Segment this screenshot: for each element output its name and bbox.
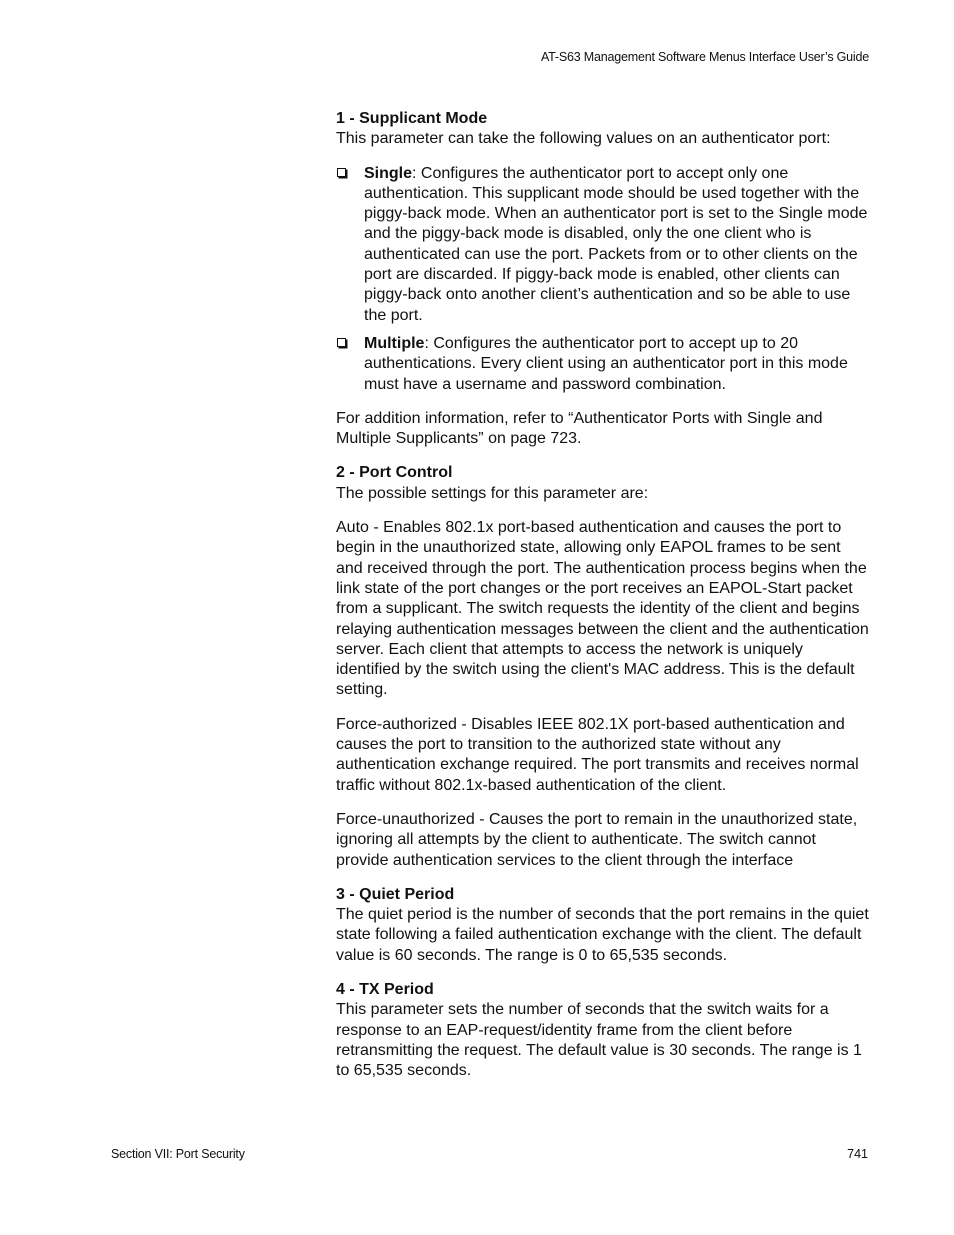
section-intro: The possible settings for this parameter are:	[336, 484, 649, 502]
section-tx-period	[336, 980, 871, 1081]
checkbox-bullet-icon	[337, 168, 346, 177]
bullet-text: : Configures the authenticator port to accept only one authentication. This supplicant mode should be used together with the piggy-back mode. When an authenticator port is set to the Single mode and the piggy-back mode is disabled, only the one client who is authenticated can use the port. Packets from or to other clients on the port are discarded. If piggy-back mode is enabled, other clients can piggy-back onto another client’s authentication and so be able to use the port.	[364, 164, 868, 324]
section-intro: This parameter can take the following values on an authenticator port:	[336, 130, 831, 148]
checkbox-bullet-icon	[337, 338, 346, 347]
page-body	[336, 109, 871, 1095]
bullet-term: Single	[364, 164, 413, 182]
section-port-control	[336, 463, 871, 504]
footer-section-label: Section VII: Port Security	[111, 1147, 245, 1161]
paragraph-force-unauthorized: Force-unauthorized - Causes the port to remain in the unauthorized state, ignoring all attempts by the client to authenticate. The switch cannot provide authentication services to the client through the interface	[336, 810, 858, 869]
section-heading: 2 - Port Control	[336, 464, 453, 482]
section-heading: 1 - Supplicant Mode	[336, 110, 488, 127]
list-item	[336, 334, 871, 395]
bullet-term: Multiple	[364, 334, 425, 352]
paragraph-auto: Auto - Enables 802.1x port-based authentication and causes the port to begin in the unauthorized state, allowing only EAPOL frames to be sent and received through the port. The authentication process begins when the link state of the port changes or the port receives an EAPOL-Start packet from a supplicant. The switch requests the identity of the client and begins relaying authentication messages between the client and the authentication server. Each client that attempts to access the network is uniquely identified by the switch using the client's MAC address. This is the default setting.	[336, 519, 869, 699]
page-number: 741	[847, 1147, 868, 1161]
bullet-text: : Configures the authenticator port to accept up to 20 authentications. Every client using an authenticator port in this mode must have a username and password combination.	[364, 334, 848, 393]
section-quiet-period	[336, 885, 871, 966]
supplicant-mode-list	[336, 164, 871, 395]
paragraph-force-authorized: Force-authorized - Disables IEEE 802.1X port-based authentication and causes the port to transition to the authorized state without any authentication exchange required. The port transmits and receives normal traffic without 802.1x-based authentication of the client.	[336, 715, 859, 794]
running-header: AT-S63 Management Software Menus Interface User’s Guide	[540, 50, 869, 64]
section-supplicant-mode	[336, 109, 871, 150]
section-body: This parameter sets the number of seconds that the switch waits for a response to an EAP-request/identity frame from the client before retransmitting the request. The default value is 30 seconds. The range is 1 to 65,535 seconds.	[336, 1001, 862, 1080]
section-heading: 3 - Quiet Period	[336, 885, 455, 903]
list-item	[336, 164, 871, 326]
section-heading: 4 - TX Period	[336, 980, 434, 998]
section-body: The quiet period is the number of seconds that the port remains in the quiet state following a failed authentication exchange with the client. The default value is 60 seconds. The range is 0 to 65,535 seconds.	[336, 906, 869, 964]
cross-reference-paragraph: For addition information, refer to “Authenticator Ports with Single and Multiple Supplicants” on page 723.	[336, 409, 823, 448]
